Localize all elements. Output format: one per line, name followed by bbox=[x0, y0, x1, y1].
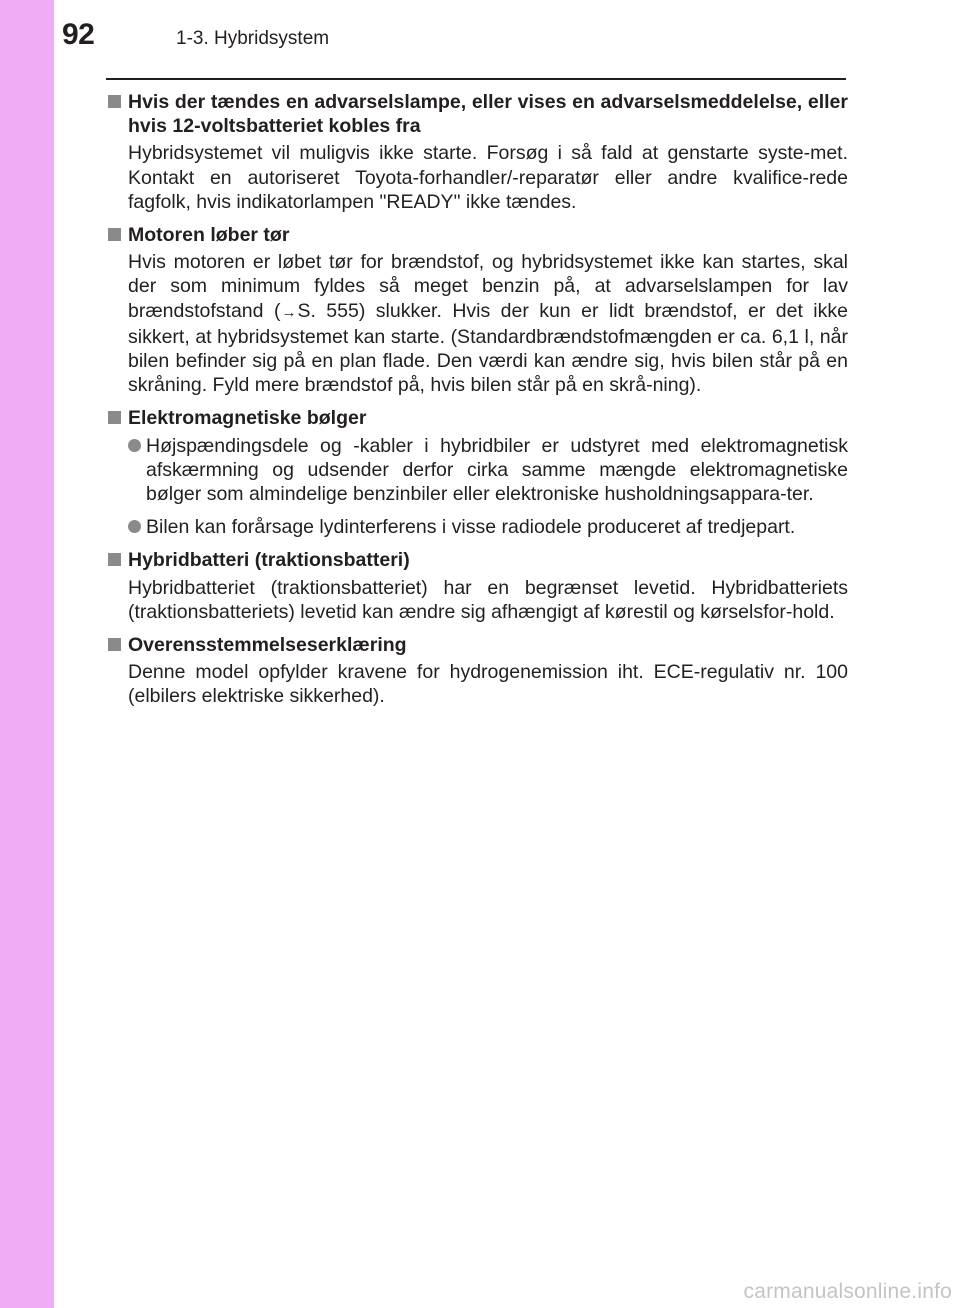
section-body: Hybridbatteriet (traktionsbatteriet) har en begrænset levetid. Hybridbatteriets (traktionsbatteriets) levetid kan ændre sig afhængigt af kørestil og kørselsfor-hold. bbox=[128, 576, 848, 623]
section-heading bbox=[106, 406, 848, 430]
chapter-tab-bar bbox=[0, 0, 54, 1308]
square-bullet-icon bbox=[108, 638, 121, 651]
page-content bbox=[106, 90, 848, 718]
heading-text: Hvis der tændes en advarselslampe, eller vises en advarselsmeddelelse, eller hvis 12-voltsbatteriet kobles fra bbox=[128, 91, 848, 138]
section-body bbox=[106, 250, 848, 397]
square-bullet-icon bbox=[108, 95, 121, 108]
section-warning-lamp bbox=[106, 90, 848, 214]
page-reference-link[interactable]: S. 555 bbox=[297, 299, 359, 322]
square-bullet-icon bbox=[108, 411, 121, 424]
section-electromagnetic-waves bbox=[106, 406, 848, 539]
page-number: 92 bbox=[62, 18, 95, 51]
section-heading bbox=[106, 633, 848, 657]
circle-bullet-icon bbox=[128, 439, 141, 452]
body-text-after-ref: ) slukker. Hvis der kun er lidt brændstof, er det ikke sikkert, at hybridsystemet kan starte. (Standardbrændstofmængden er ca. 6,1 l, når bilen befinder sig på en plan flade. Den værdi kan ændre sig, hvis bilen står på en skråning. Fyld mere brændstof på, hvis bilen står på en skrå-ning). bbox=[128, 299, 848, 397]
list-item bbox=[106, 434, 848, 507]
square-bullet-icon bbox=[108, 553, 121, 566]
list-item bbox=[106, 515, 848, 539]
section-heading bbox=[106, 90, 848, 138]
heading-text: Elektromagnetiske bølger bbox=[128, 407, 367, 430]
heading-text: Motoren løber tør bbox=[128, 224, 290, 247]
section-heading bbox=[106, 223, 848, 247]
arrow-right-icon: → bbox=[281, 303, 297, 321]
section-declaration-of-conformity bbox=[106, 633, 848, 709]
section-out-of-fuel bbox=[106, 223, 848, 397]
section-title: 1-3. Hybridsystem bbox=[176, 28, 330, 49]
heading-text: Hybridbatteri (traktionsbatteri) bbox=[128, 549, 410, 572]
body-text-before-ref: Hvis motoren er løbet tør for brændstof, og hybridsystemet ikke kan startes, skal der som minimum fyldes så meget benzin på, at advarselslampen for lav brændstofstand ( bbox=[128, 251, 848, 322]
list-item-text: Bilen kan forårsage lydinterferens i visse radiodele produceret af tredjepart. bbox=[146, 516, 796, 539]
heading-text: Overensstemmelseserklæring bbox=[128, 634, 407, 657]
square-bullet-icon bbox=[108, 228, 121, 241]
watermark-text: carmanualsonline.info bbox=[743, 1280, 952, 1303]
section-body: Hybridsystemet vil muligvis ikke starte. Forsøg i så fald at genstarte syste-met. Kontakt en autoriseret Toyota-forhandler/-reparatør eller andre kvalifice-rede fagfolk, hvis indikatorlampen "READY" ikke tændes. bbox=[128, 142, 848, 213]
section-body: Denne model opfylder kravene for hydrogenemission iht. ECE-regulativ nr. 100 (elbilers elektriske sikkerhed). bbox=[128, 661, 848, 708]
circle-bullet-icon bbox=[128, 520, 141, 533]
header-divider bbox=[106, 78, 846, 80]
section-hybrid-battery bbox=[106, 548, 848, 624]
section-heading bbox=[106, 548, 848, 572]
list-item-text: Højspændingsdele og -kabler i hybridbiler er udstyret med elektromagnetisk afskærmning og udsender derfor cirka samme mængde elektromagnetiske bølger som almindelige benzinbiler eller elektroniske husholdningsappara-ter. bbox=[146, 434, 848, 506]
